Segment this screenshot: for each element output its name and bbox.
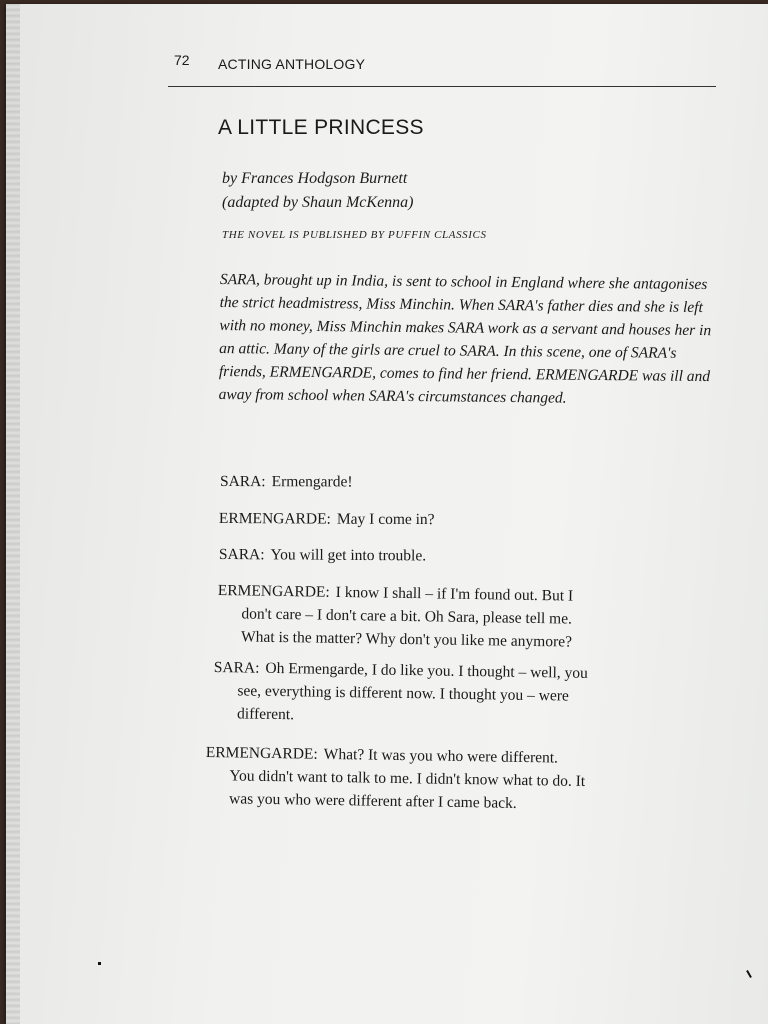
- speaker-name: ERMENGARDE:: [205, 743, 318, 763]
- speaker-name: SARA:: [213, 658, 260, 677]
- speaker-name: ERMENGARDE:: [218, 509, 331, 528]
- dialogue-text: was you who were different after I came back.: [228, 790, 517, 812]
- dialogue-text: May I come in?: [336, 510, 435, 529]
- dialogue-text: don't care – I don't care a bit. Oh Sara, please tell me.: [241, 605, 573, 628]
- dialogue-text: Oh Ermengarde, I do like you. I thought – well, you: [265, 659, 588, 682]
- dialogue-text: What? It was you who were different.: [323, 745, 559, 767]
- scene-introduction: [219, 268, 716, 411]
- speaker-name: ERMENGARDE:: [217, 581, 330, 601]
- page-header: [168, 50, 716, 87]
- dialogue-line: [219, 543, 426, 567]
- dialogue-text: Ermengarde!: [271, 473, 353, 491]
- dialogue-line: [219, 507, 435, 531]
- dialogue-line: [220, 470, 353, 493]
- speaker-name: SARA:: [219, 472, 266, 491]
- dialogue-text: see, everything is different now. I thought you – were: [237, 682, 570, 705]
- dialogue-text: You will get into trouble.: [270, 546, 427, 565]
- dialogue-text: You didn't want to talk to me. I didn't know what to do. It: [229, 767, 586, 790]
- author-byline: by Frances Hodgson Burnett: [222, 170, 408, 187]
- dialogue-line: [205, 741, 586, 816]
- page-speck: [746, 970, 752, 978]
- dialogue-line: [213, 656, 588, 731]
- book-page: [6, 4, 768, 1024]
- running-head: ACTING ANTHOLOGY: [218, 56, 366, 72]
- play-title: A LITTLE PRINCESS: [218, 116, 424, 139]
- page-speck: [98, 962, 101, 965]
- speaker-name: SARA:: [218, 545, 265, 564]
- page-edge: [6, 4, 20, 1024]
- intro-text: SARA, brought up in India, is sent to school in England where she antagonises the strict headmistress, Miss Minchin. When SARA's father dies and she is left with no money, Miss Minchin makes SARA work as a servant and houses her in an attic. Many of the girls are cruel to SARA. In this scene, one of SARA's friends, ERMENGARDE, comes to find her friend. ERMENGARDE was ill and away from school when SARA's circumstances changed.: [218, 270, 712, 407]
- dialogue-text: What is the matter? Why don't you like me anymore?: [240, 628, 573, 651]
- dialogue-line: [217, 579, 573, 654]
- dialogue-text: I know I shall – if I'm found out. But I: [335, 583, 574, 605]
- adapter-byline: (adapted by Shaun McKenna): [222, 194, 414, 211]
- page-number: 72: [174, 52, 190, 68]
- dialogue-text: different.: [236, 705, 295, 724]
- publisher-note: THE NOVEL IS PUBLISHED BY PUFFIN CLASSICS: [222, 229, 487, 241]
